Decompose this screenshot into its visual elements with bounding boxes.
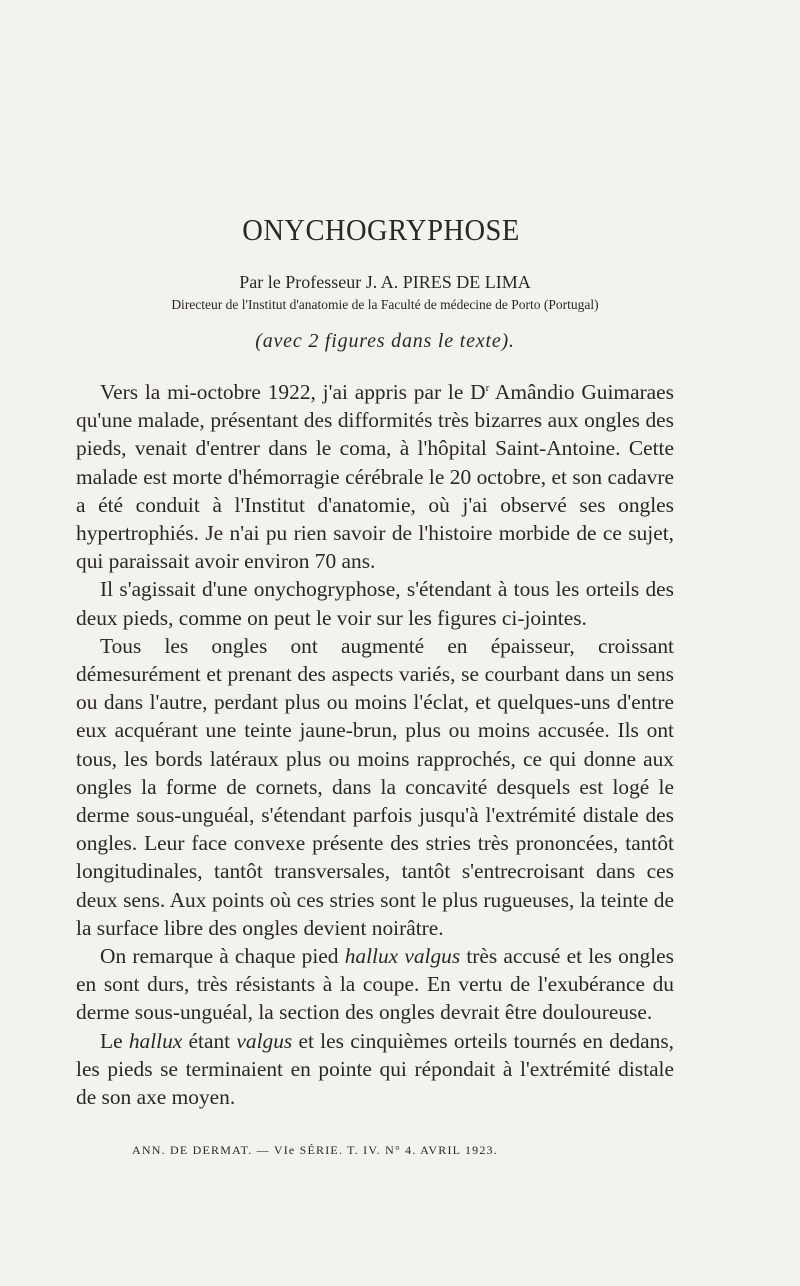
author-line: Par le Professeur J. A. PIRES DE LIMA [239, 272, 531, 292]
paragraph-3: Tous les ongles ont augmenté en épaisseur, croissant démesurément et prenant des aspects variés, se courbant dans un sens ou dans l'autre, perdant plus ou moins l'éclat, et quelques-uns d'entre eux acquérant une teinte jaune-brun, plus ou moins accusée. Ils ont tous, les bords latéraux plus ou moins rapprochés, ce qui donne aux ongles la forme de cornets, dans la concavité desquels est logé le derme sous-unguéal, s'étendant parfois jusqu'à l'extrémité distale des ongles. Leur face convexe présente des stries très prononcées, tantôt longitudinales, tantôt transversales, tantôt s'entrecroisant dans ces deux sens. Aux points où ces stries sont le plus rugueuses, la teinte de la surface libre des ongles devient noirâtre. [76, 633, 674, 940]
paragraph-1-start: Vers la mi-octobre 1922, j'ai appris par le D [100, 380, 486, 404]
paragraph-5-rest: et les cinquièmes orteils tournés en dedans, les pieds se terminaient en pointe qui répondait à l'extrémité distale de son axe moyen. [76, 1028, 674, 1110]
article-title: ONYCHOGRYPHOSE [242, 212, 520, 247]
doctor-abbrev-sup: r [485, 381, 490, 394]
paragraph-5-mid: étant [182, 1028, 237, 1053]
paragraph-2: Il s'agissait d'une onychogryphose, s'étendant à tous les orteils des deux pieds, comme on peut le voir sur les figures ci-jointes. [76, 577, 674, 630]
paragraph-5 [76, 1027, 674, 1112]
article-body [76, 378, 674, 1111]
paragraph-5-start: Le [100, 1028, 129, 1053]
term-hallux: hallux [128, 1028, 183, 1053]
paragraph-4-start: On remarque à chaque pied [100, 944, 345, 969]
journal-citation-footer: ANN. DE DERMAT. — VIe SÉRIE. T. IV. N° 4. AVRIL 1923. [132, 1143, 498, 1157]
paragraph-4 [76, 942, 674, 1027]
paragraph-1 [76, 378, 674, 575]
term-valgus: valgus [236, 1028, 293, 1053]
paragraph-4-rest: très accusé et les ongles en sont durs, très résistants à la coupe. En vertu de l'exubérance du derme sous-unguéal, la section des ongles devrait être douloureuse. [76, 944, 675, 1025]
figures-note: (avec 2 figures dans le texte). [255, 330, 515, 352]
term-hallux-valgus: hallux valgus [344, 944, 461, 969]
author-affiliation: Directeur de l'Institut d'anatomie de la Faculté de médecine de Porto (Portugal) [171, 297, 599, 312]
paragraph-1-rest: Amândio Guimaraes qu'une malade, présentant des difformités très bizarres aux ongles des pieds, venait d'entrer dans le coma, à l'hôpital Saint-Antoine. Cette malade est morte d'hémorragie cérébrale le 20 octobre, et son cadavre a été conduit à l'Institut d'anatomie, où j'ai observé ses ongles hypertrophiés. Je n'ai pu rien savoir de l'histoire morbide de ce sujet, qui paraissait avoir environ 70 ans. [76, 380, 675, 574]
